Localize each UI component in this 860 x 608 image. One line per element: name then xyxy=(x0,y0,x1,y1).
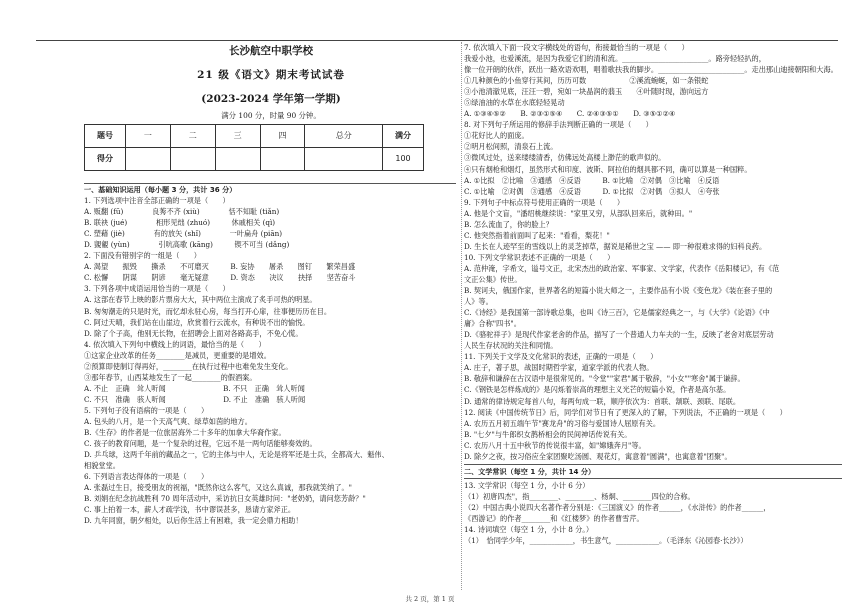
option-line: A. 农历五月初五端午节"赛龙舟"的习俗与爱国诗人屈原有关。 xyxy=(464,418,661,428)
fill-blank-line: 《西游记》的作者________和《红楼梦》的作者曹雪芹。 xyxy=(464,513,644,523)
score-table-header-row xyxy=(85,125,424,148)
right-column xyxy=(464,42,842,546)
option-line: 文正公集》传世。 xyxy=(464,274,522,284)
section-heading: 一、基础知识运用（每小题 3 分，共计 36 分） xyxy=(84,185,237,194)
score-cell: 100 xyxy=(383,148,424,171)
term-label: (2023-2024 学年第一学期) xyxy=(201,93,341,105)
question-line: 1. 下列选项中注音全部正确的一项是（ ） xyxy=(84,196,230,206)
option-line: 相貌堂堂。 xyxy=(84,461,120,471)
sentence-line: ①花好比人的面庞。 xyxy=(464,131,529,141)
option-line: C. 塑藉 (jiè) 有的放矢 (shǐ) 一叶扁舟 (piān) xyxy=(84,229,283,239)
option-line: C. 孩子的教育问题，是一个复杂的过程，它远不是一两句话能够奏效的。 xyxy=(84,439,317,449)
school-name: 长沙航空中职学校 xyxy=(229,45,313,57)
sentence-line: ③那年春节，山西某地发生了一起________的假酒案。 xyxy=(84,372,257,382)
fill-blank-line: （1） 恰同学少年，____________，书生意气，____________。（毛泽东《沁园春·长沙》） xyxy=(464,536,748,546)
question-line: 7. 依次填入下面一段文字横线处的语句，衔接最恰当的一项是（ ） xyxy=(464,43,689,52)
option-line: A. 这部在春节上映的影片票房大大，其中两位主演成了炙手可热的明星。 xyxy=(84,295,317,305)
score-cell xyxy=(260,148,305,171)
score-cell: 一 xyxy=(126,125,171,148)
option-line: C. 事上拍着一本，薪人才疏学浅，书中谬误甚多，恳请方家斧正。 xyxy=(84,505,296,515)
option-line: B. 刘娟在纪念抗战胜利 70 周年活动中，采访抗日女英雄时问："老奶奶，请问您芳龄？" xyxy=(84,494,366,504)
page-footer: 共 2 页，第 1 页 xyxy=(405,595,455,603)
question-line: 2. 下面没有错别字的一组是（ ） xyxy=(84,251,201,261)
option-line: C. 农历八月十五中秋节的传说很丰富，如"嫦娥奔月"等。 xyxy=(464,440,646,450)
option-line: C. ①比喻 ②对偶 ③通感 ④反语 D. ①比拟 ②对偶 ③拟人 ④夸张 xyxy=(464,186,720,196)
sentence-line: ②预算即使制订得再好，________在执行过程中也难免发生变化。 xyxy=(84,361,293,371)
option-line: 人民生存状况的关注和同情。 xyxy=(464,341,558,351)
option-line: A. 包头的八月，是一个天高气爽、绿草如茵的地方。 xyxy=(84,416,252,426)
option-line: A. 庄子，著子思，战国时期哲学家，道家学派的代表人物。 xyxy=(464,363,654,373)
question-line: 3. 下列各项中成语运用恰当的一项是（ ） xyxy=(84,284,230,294)
question-line: 13. 文学常识（每空 1 分，小计 6 分） xyxy=(464,480,590,490)
sentence-line: ①这家企业改革的任务________是减员，更重要的是增效。 xyxy=(84,350,271,360)
option-line: 人》等。 xyxy=(464,297,493,307)
score-cell: 三 xyxy=(215,125,260,148)
score-cell: 得分 xyxy=(85,148,126,171)
option-line: A. 渴望 振毁 撕杀 不可磨灭 B. 妄协 屠杀 图钉 繁荣昌盛 xyxy=(84,262,356,272)
score-cell xyxy=(215,148,260,171)
sentence-line: ①几种颜色的小鱼穿行其间，历历可数 ②溪流蜿蜒，如一条银蛇 xyxy=(464,76,709,86)
option-line: A. 不止 正确 耸人听闻 B. 不只 正确 耸人听闻 xyxy=(84,383,305,393)
score-cell xyxy=(170,148,215,171)
option-line: B.《生存》的作者是一位旅居海外二十多年的加拿大华裔作家。 xyxy=(84,428,286,438)
score-cell xyxy=(305,148,383,171)
option-line: D. 九年同窗，朝夕相处，以后你生活上有困难，我一定会鼎力相助！ xyxy=(84,516,303,526)
passage-line: 像一位开朗的伙伴，跃出一路欢语欢唱，唱着歌扶我的脚步。________________________。走出那山迪接朝阳和大海。 xyxy=(464,65,838,75)
column-separator xyxy=(461,42,462,590)
score-table-score-row xyxy=(85,148,424,171)
option-line: A. 他是个文盲，"潘绍桃继续说："家里又穷，从部队回来后，就种田。" xyxy=(464,208,693,218)
option-line: A. ①比拟 ②比喻 ③通感 ④反语 B. ①比喻 ②对偶 ③比喻 ④反语 xyxy=(464,175,720,185)
option-line: C. 不只 准确 骇人听闻 D. 不止 准确 骇人听闻 xyxy=(84,394,306,404)
option-line: 庸》合称"四书"。 xyxy=(464,319,521,329)
question-line: 11. 下列关于文学及文化常识的表述，正确的一项是（ ） xyxy=(464,352,658,362)
option-line: B. 联袂 (jué) 相形见绌 (zhuó) 休戚相关 (qì) xyxy=(84,218,276,228)
question-line: 6. 下列语言表达得体的一项是（ ） xyxy=(84,472,209,482)
option-line: C.《诗经》是我国第一部诗歌总集，也叫《诗三百》，它是儒家经典之一，与《大学》《论语》《中 xyxy=(464,308,770,318)
option-line: B. 怎么流血了，你的脸上？ xyxy=(464,219,553,229)
question-line: 14. 诗词填空（每空 1 分，小计 8 分。） xyxy=(464,525,594,535)
score-info: 满分 100 分，时量 90 分钟。 xyxy=(221,111,321,120)
option-line: D. 除了个子高，他别无长物，在招聘会上面对各路高手，不免心慌。 xyxy=(84,328,303,338)
option-line: D. 乒乓球，这两千年前的藏品之一，它的主体与中人，无论是将军还是士兵，全都高大、魁伟、 xyxy=(84,450,389,460)
option-line: B. 契诃夫，俄国作家，世界著名的短篇小说大师之一，主要作品有小说《变色龙》《装在套子里的 xyxy=(464,286,773,296)
score-cell: 题号 xyxy=(85,125,126,148)
question-line: 4. 依次填入下列句中横线上的词语，最恰当的是（ ） xyxy=(84,339,266,349)
option-line: A. ①③④⑤② B. ②③①⑤④ C. ②④③⑤① D. ③⑤①②④ xyxy=(464,109,676,119)
question-line: 12. 阅读《中国传统节日》后，同学们对节日有了更深入的了解，下列说法，不正确的一项是（ ） xyxy=(464,407,787,417)
sentence-line: ②明月松间照，清泉石上流。 xyxy=(464,142,558,152)
option-line: D. 通常的律诗规定每首八句，每两句成一联，顺序依次为：首联、颔联、颈联、尾联。 xyxy=(464,396,741,406)
question-line: 10. 下列文学常识表述不正确的一项是（ ） xyxy=(464,252,615,262)
option-line: B. 匆匆潮走的只是时光，而忆却永驻心房，每当打开心扉，往事便历历在目。 xyxy=(84,306,332,316)
option-line: B. "七夕"与牛郎织女鹊桥相会的民间神话传说有关。 xyxy=(464,429,632,439)
score-cell xyxy=(126,148,171,171)
sentence-line: ⑤绿油油的水草在水底轻轻晃动 xyxy=(464,98,565,108)
option-line: A. 贩翻 (fū) 良莠不齐 (xiù) 恬不知耻 (tiǎn) xyxy=(84,207,280,217)
question-line: 9. 下列句子中标点符号使用正确的一项是（ ） xyxy=(464,197,625,207)
option-line: A. 范仲淹，字希文，谥号文正，北宋杰出的政治家、军事家、文学家，代表作《岳阳楼记》，有《范 xyxy=(464,263,780,273)
fill-blank-line: （2）中国古典小说四大名著作者分别是：《三国演义》的作者______，《水浒传》的作者______， xyxy=(464,502,771,512)
top-rule xyxy=(36,40,838,41)
question-line: 8. 对下列句子所运用的修辞手法判断正确的一项是（ ） xyxy=(464,120,653,130)
option-line: C. 阿过天晴，我们站在山崖边，欣赏着行云流水，有种说不出的愉悦。 xyxy=(84,317,310,327)
option-line: A. 张磊过生日，接受朋友的祝福，"既然你这么客气，又这么真诚，那我就笑纳了。" xyxy=(84,483,352,493)
option-line: D. 生长在人迹罕至的雪线以上的灵芝掉草，据说是稀世之宝 —— 即一种很难求得的妇科良药。 xyxy=(464,241,767,251)
passage-line: 我爱小池，也爱溪流，是因为我爱它们的清和流。________________________。路旁轻轻扒的， xyxy=(464,54,766,64)
score-cell: 满分 xyxy=(383,125,424,148)
option-line: C. 他突然指着前面叫了起来："看看，梨花！" xyxy=(464,230,610,240)
score-table xyxy=(84,124,424,171)
option-line: C. 松懈 阴谋 阴谚 毫无疑意 D. 资态 决议 抉择 坚苦奋斗 xyxy=(84,273,356,283)
fill-blank-line: （1）初唐四杰"，指________、________、杨炯、________四位的合称。 xyxy=(464,491,695,501)
option-line: D. 覬覦 (yùn) 引吭高歌 (kāng) 锲不可当 (dǎng) xyxy=(84,240,290,250)
option-line: C.《钢铁是怎样炼成的》是闪烁着崇高的理想主义光芒的短篇小说，作者是高尔基。 xyxy=(464,385,731,395)
score-cell: 总分 xyxy=(305,125,383,148)
section-heading-box xyxy=(464,464,842,479)
left-column xyxy=(84,42,458,526)
sentence-line: ③小池清澈见底，汪汪一碧，宛如一块晶润的翡玉 ④叶随时现，游向远方 xyxy=(464,87,709,97)
exam-title: 21 级《语文》期末考试试卷 xyxy=(197,69,345,81)
section-heading: 二、文学常识（每空 1 分，共计 14 分） xyxy=(464,466,596,476)
question-line: 5. 下列句子没有语病的一项是（ ） xyxy=(84,405,209,415)
score-cell: 二 xyxy=(170,125,215,148)
sentence-line: ④只有烟枪和烟灯，虽然形式和印度、波斯、阿拉伯的烟具都不同，确可以算是一种国粹。 xyxy=(464,164,752,174)
option-line: B. 敬辞和谦辞在古汉语中是很常见的。"令堂""家君"属于敬辞，"小女""寒舍"属于谦辞。 xyxy=(464,374,745,384)
score-cell: 四 xyxy=(260,125,305,148)
sentence-line: ③微风过处，送来缕缕清香，仿佛远处高楼上渺茫的歌声似的。 xyxy=(464,153,666,163)
option-line: D.《骆驼祥子》是现代作家老舍的作品，描写了一个普通人力车夫的一生，反映了老舍对底层劳动 xyxy=(464,330,774,340)
option-line: D. 除夕之夜，按习俗应全家团聚吃汤圆、观花灯，寓意着"圆满"，也寓意着"团聚"。 xyxy=(464,451,732,461)
